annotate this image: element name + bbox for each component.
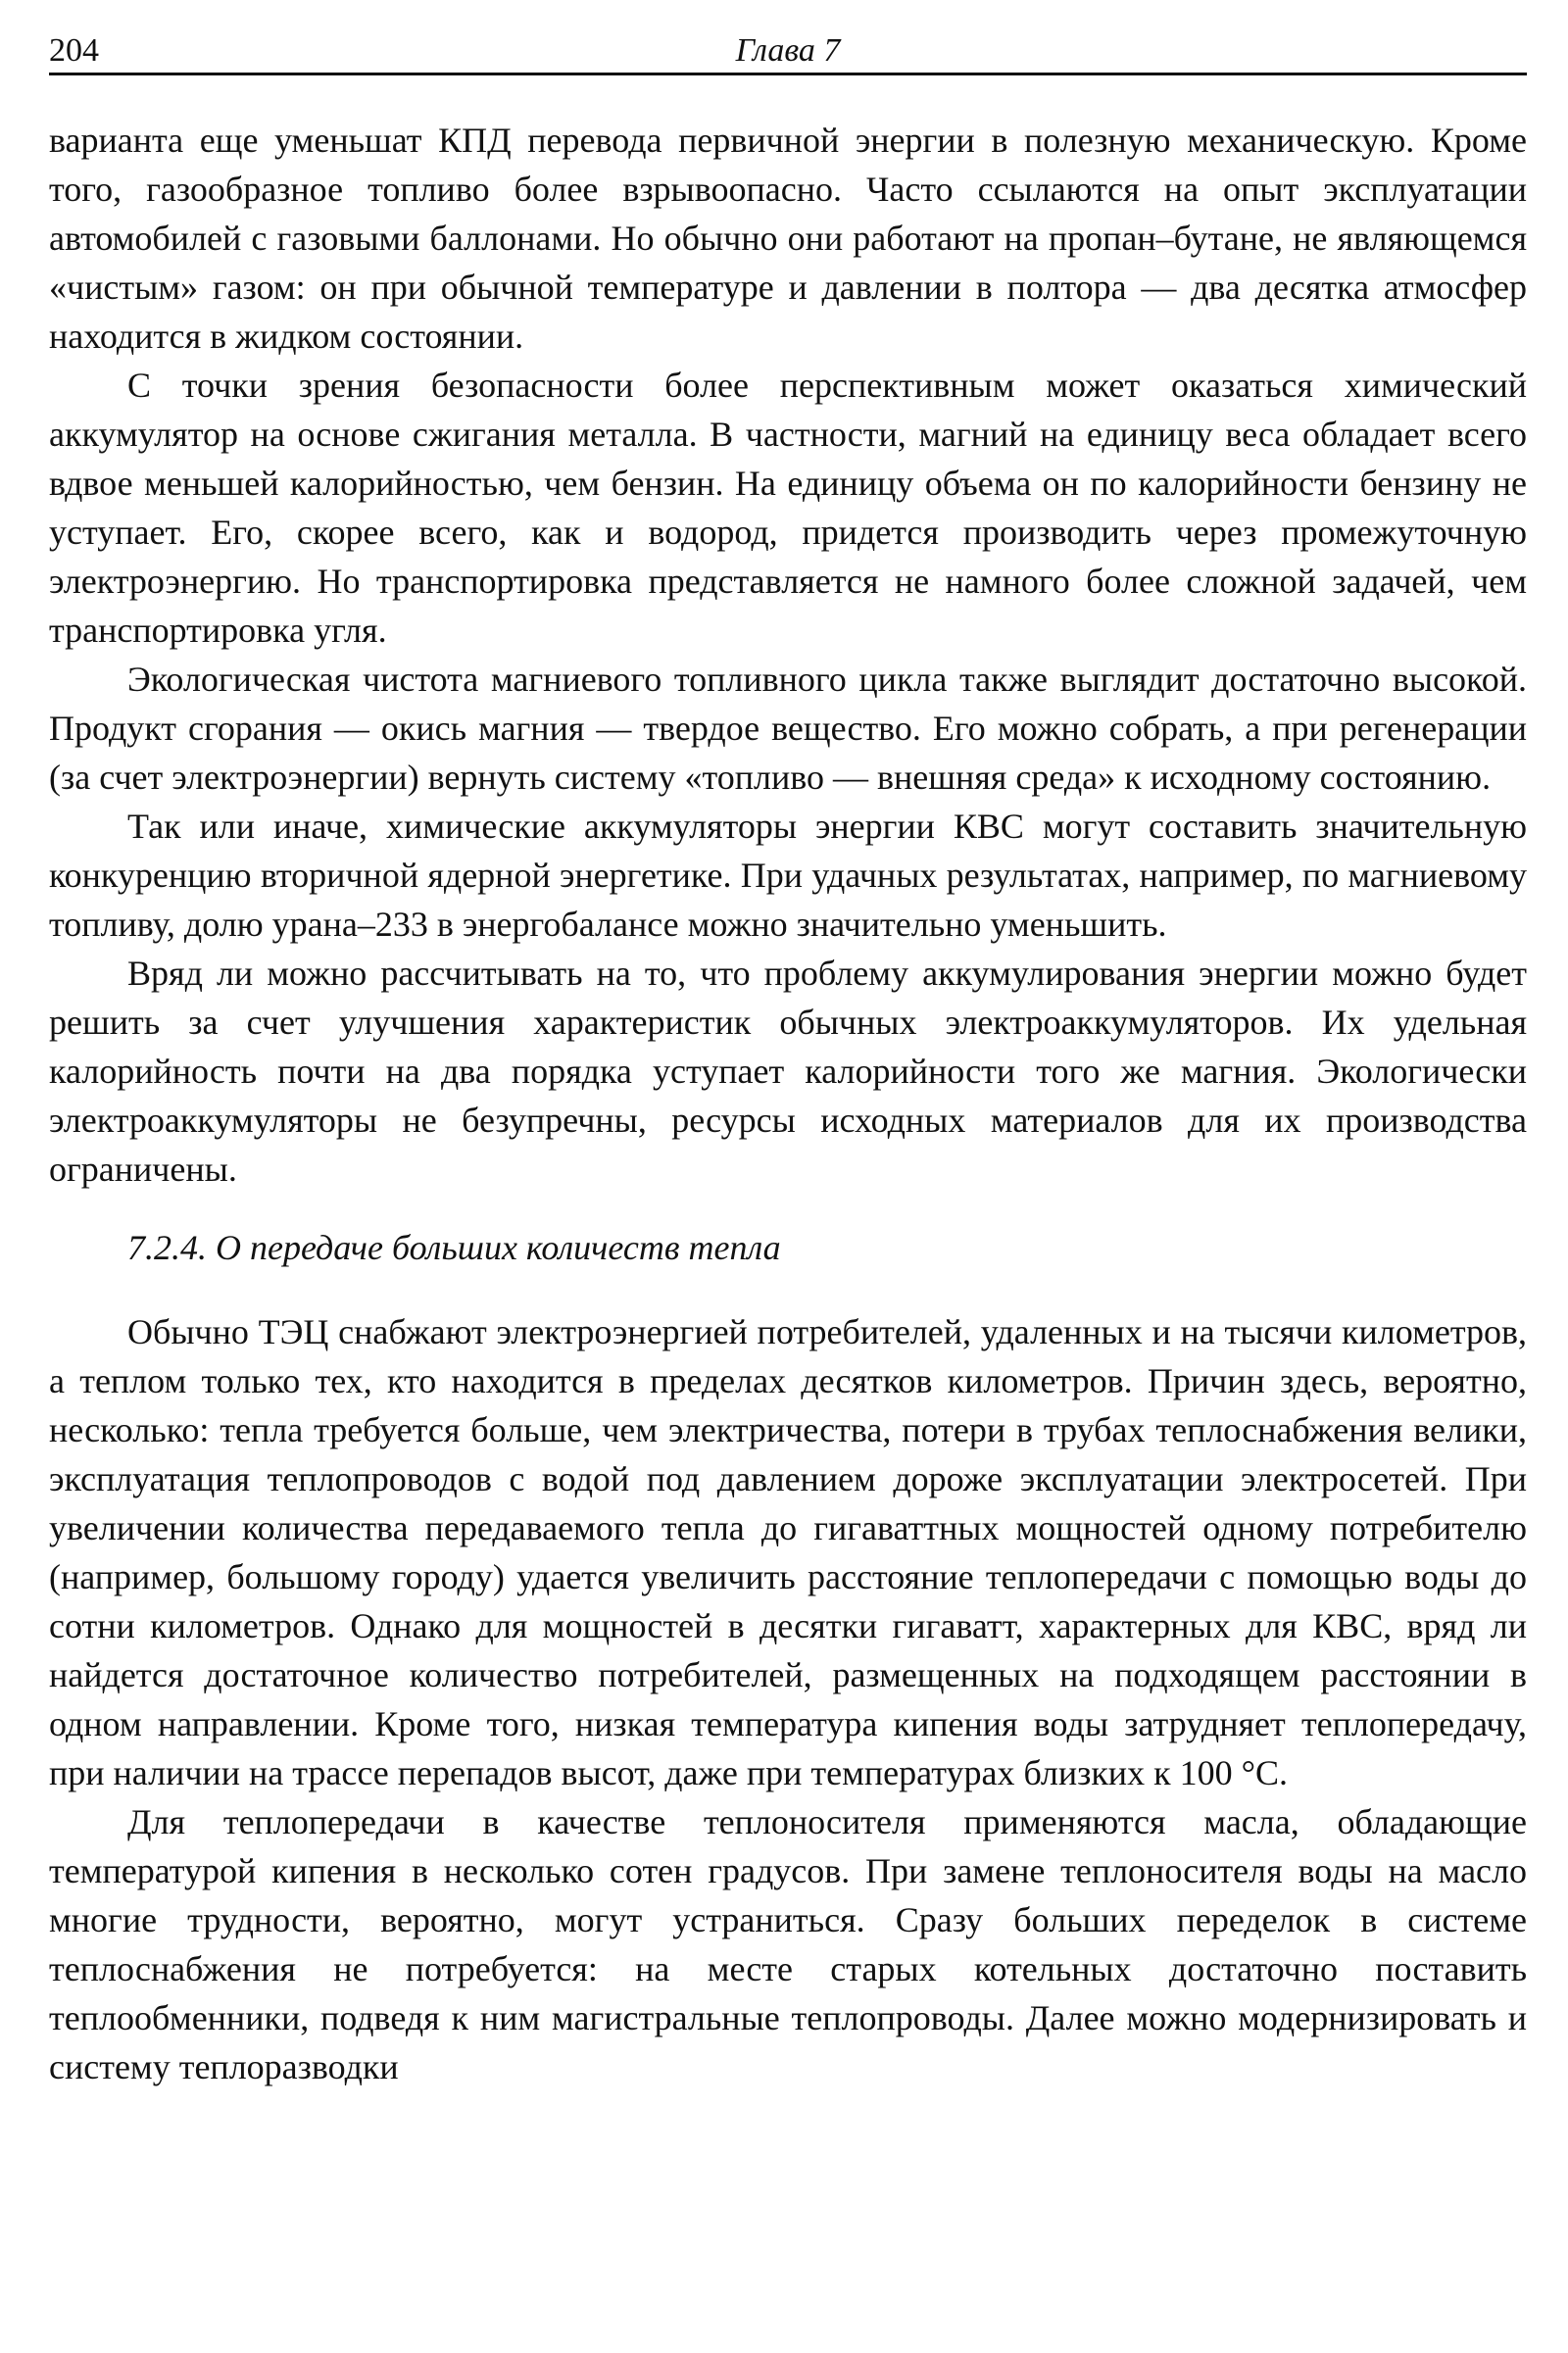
- body-text: [49, 116, 1527, 2091]
- paragraph: Так или иначе, химические аккумуляторы энергии КВС могут составить значительную конкуренцию вторичной ядерной энергетике. При удачных результатах, например, по магниевому топливу, долю урана–233 в энергобалансе можно значительно уменьшить.: [49, 807, 1527, 944]
- chapter-title: Глава 7: [735, 32, 841, 69]
- paragraph: Экологическая чистота магниевого топливного цикла также выглядит достаточно высокой. Продукт сгорания — окись магния — твердое вещество. Его можно собрать, а при регенерации (за счет электроэнергии) вернуть систему «топливо — внешняя среда» к исходному состоянию.: [49, 660, 1527, 797]
- paragraph: Вряд ли можно рассчитывать на то, что проблему аккумулирования энергии можно будет решить за счет улучшения характеристик обычных электроаккумуляторов. Их удельная калорийность почти на два порядка уступает калорийности того же магния. Экологически электроаккумуляторы не безупречны, ресурсы исходных материалов для их производства ограничены.: [49, 954, 1527, 1189]
- page-number: 204: [49, 32, 99, 69]
- header-rule: [49, 73, 1527, 75]
- paragraph: С точки зрения безопасности более перспективным может оказаться химический аккумулятор на основе сжигания металла. В частности, магний на единицу веса обладает всего вдвое меньшей калорийностью, чем бензин. На единицу объема он по калорийности бензину не уступает. Его, скорее всего, как и водород, придется производить через промежуточную электроэнергию. Но транспортировка представляется не намного более сложной задачей, чем транспортировка угля.: [49, 366, 1527, 650]
- section-heading: 7.2.4. О передаче больших количеств тепла: [127, 1228, 781, 1267]
- paragraph: Для теплопередачи в качестве теплоносителя применяются масла, обладающие температурой кипения в несколько сотен градусов. При замене теплоносителя воды на масло многие трудности, вероятно, могут устраниться. Сразу больших переделок в системе теплоснабжения не потребуется: на месте старых котельных достаточно поставить теплообменники, подведя к ним магистральные теплопроводы. Далее можно модернизировать и систему теплоразводки: [49, 1802, 1527, 2086]
- running-header: [49, 24, 1527, 78]
- paragraph: Обычно ТЭЦ снабжают электроэнергией потребителей, удаленных и на тысячи километров, а теплом только тех, кто находится в пределах десятков километров. Причин здесь, вероятно, несколько: тепла требуется больше, чем электричества, потери в трубах теплоснабжения велики, эксплуатация теплопроводов с водой под давлением дороже эксплуатации электросетей. При увеличении количества передаваемого тепла до гигаваттных мощностей одному потребителю (например, большому городу) удается увеличить расстояние теплопередачи с помощью воды до сотни километров. Однако для мощностей в десятки гигаватт, характерных для КВС, вряд ли найдется достаточное количество потребителей, размещенных на подходящем расстоянии в одном направлении. Кроме того, низкая температура кипения воды затрудняет теплопередачу, при наличии на трассе перепадов высот, даже при температурах близких к 100 °С.: [49, 1312, 1527, 1792]
- paragraph: варианта еще уменьшат КПД перевода первичной энергии в полезную механическую. Кроме того, газообразное топливо более взрывоопасно. Часто ссылаются на опыт эксплуатации автомобилей с газовыми баллонами. Но обычно они работают на пропан–бутане, не являющемся «чистым» газом: он при обычной температуре и давлении в полтора — два десятка атмосфер находится в жидком состоянии.: [49, 121, 1527, 356]
